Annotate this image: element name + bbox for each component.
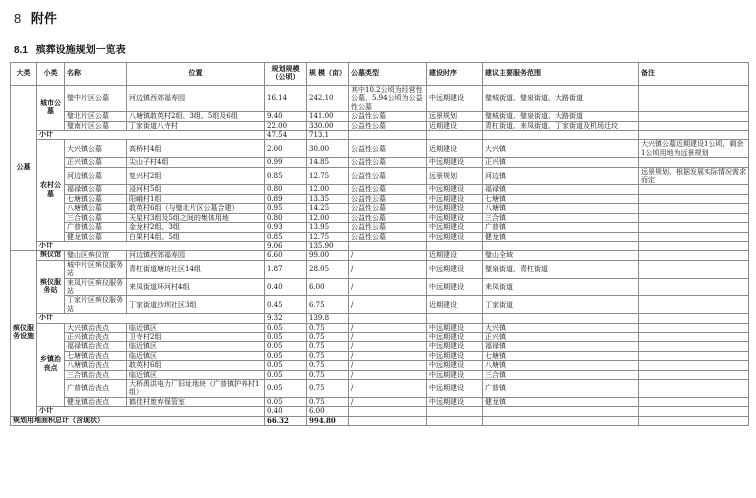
area-mu: 6.75	[307, 296, 349, 314]
build-timing: 近期建设	[427, 121, 483, 130]
subcategory-rural-cemetery: 农村公墓	[37, 140, 65, 241]
subtotal-area-ha: 9.06	[265, 241, 307, 250]
location: 卫寺村2组	[127, 332, 265, 341]
area-ha: 0.05	[265, 332, 307, 341]
table-row	[11, 167, 749, 185]
service-area: 丁家街道	[483, 296, 639, 314]
build-timing: 近期建设	[427, 140, 483, 158]
area-ha: 0.05	[265, 397, 307, 406]
table-row	[11, 158, 749, 167]
header-area-ha: 规划规模（公顷）	[265, 63, 307, 86]
table-row	[11, 140, 749, 158]
cemetery-type: 公益性公墓	[349, 232, 427, 241]
area-ha: 9.40	[265, 112, 307, 121]
area-ha: 0.80	[265, 213, 307, 222]
service-area: 大兴镇	[483, 323, 639, 332]
area-ha: 2.00	[265, 140, 307, 158]
area-ha: 0.99	[265, 158, 307, 167]
area-ha: 0.85	[265, 232, 307, 241]
grand-total-area-ha: 66.32	[265, 416, 307, 425]
table-row	[11, 112, 749, 121]
area-mu: 28.05	[307, 260, 349, 278]
category-cemetery: 公墓	[11, 86, 37, 251]
cemetery-type: /	[349, 251, 427, 260]
table-row	[11, 194, 749, 203]
subcategory-township-point: 乡镇治丧点	[37, 323, 65, 407]
note	[639, 370, 749, 379]
facility-name: 正兴镇治丧点	[65, 332, 127, 341]
facility-name: 璧北片区公墓	[65, 112, 127, 121]
facility-name: 健龙镇治丧点	[65, 397, 127, 406]
location: 来凤街道环河村4组	[127, 278, 265, 296]
build-timing: 中远期建设	[427, 342, 483, 351]
service-area: 三合镇	[483, 370, 639, 379]
facility-name: 河边镇公墓	[65, 167, 127, 185]
build-timing: 中远期建设	[427, 323, 483, 332]
subtotal-label: 小计	[37, 407, 265, 416]
subtotal-label: 小计	[37, 241, 265, 250]
service-area: 正兴镇	[483, 332, 639, 341]
build-timing: 远景规划	[427, 167, 483, 185]
facility-name: 三合镇公墓	[65, 213, 127, 222]
table-row	[11, 397, 749, 406]
cemetery-type: 公益性公墓	[349, 223, 427, 232]
cemetery-type: 公益性公墓	[349, 185, 427, 194]
service-area: 璧山全域	[483, 251, 639, 260]
build-timing: 中远期建设	[427, 194, 483, 203]
facility-name: 广普镇公墓	[65, 223, 127, 232]
service-area: 璧城街道、璧泉街道、大路街道	[483, 112, 639, 121]
header-area-mu: 规 模（亩）	[307, 63, 349, 86]
category-funeral-services: 殡仪服务设施	[11, 251, 37, 416]
table-row	[11, 251, 749, 260]
subcategory-city-cemetery: 城市公墓	[37, 86, 65, 131]
location: 临近镇区	[127, 323, 265, 332]
service-area: 七塘镇	[483, 351, 639, 360]
area-ha: 6.60	[265, 251, 307, 260]
empty-cell	[349, 416, 427, 425]
build-timing: 中远期建设	[427, 185, 483, 194]
location: 敢英村6组	[127, 361, 265, 370]
empty-cell	[427, 131, 483, 140]
facility-name: 城中片区殡仪服务站	[65, 260, 127, 278]
empty-cell	[483, 241, 639, 250]
facility-name: 来凤片区殡仪服务站	[65, 278, 127, 296]
area-mu: 12.00	[307, 185, 349, 194]
build-timing: 中远期建设	[427, 397, 483, 406]
service-area: 璧泉街道、青杠街道	[483, 260, 639, 278]
area-mu: 12.75	[307, 167, 349, 185]
service-area: 大兴镇	[483, 140, 639, 158]
note	[639, 332, 749, 341]
facility-name: 大兴镇公墓	[65, 140, 127, 158]
location: 敢英村6组（与璧北片区公墓合建）	[127, 204, 265, 213]
table-row	[11, 121, 749, 130]
area-ha: 0.05	[265, 361, 307, 370]
empty-cell	[639, 241, 749, 250]
note: 大兴镇公墓近期建设1公顷，剩余1公顷用地为远景规划	[639, 140, 749, 158]
chapter-heading	[14, 8, 57, 27]
service-area: 正兴镇	[483, 158, 639, 167]
location: 金龙村2组、3组	[127, 223, 265, 232]
table-row	[11, 185, 749, 194]
grand-total-label: 规划用地面积总计（含现状）	[11, 416, 265, 425]
area-ha: 0.85	[265, 167, 307, 185]
note	[639, 194, 749, 203]
note	[639, 296, 749, 314]
facility-name: 七塘镇治丧点	[65, 351, 127, 360]
area-ha: 0.05	[265, 370, 307, 379]
service-area: 福禄镇	[483, 342, 639, 351]
empty-cell	[349, 131, 427, 140]
cemetery-type: 其中10.2公顷为经营性公墓，5.94公顷为公益性公墓	[349, 86, 427, 112]
note	[639, 112, 749, 121]
area-mu: 141.00	[307, 112, 349, 121]
cemetery-type: 公益性公墓	[349, 167, 427, 185]
location: 复兴村2组	[127, 167, 265, 185]
empty-cell	[427, 241, 483, 250]
empty-cell	[427, 416, 483, 425]
subcategory-service-station: 殡仪服务站	[37, 260, 65, 313]
empty-cell	[483, 131, 639, 140]
area-ha: 0.89	[265, 194, 307, 203]
note	[639, 351, 749, 360]
location: 阳峨村1组	[127, 194, 265, 203]
chapter-number: 8	[14, 11, 22, 26]
area-mu: 99.00	[307, 251, 349, 260]
table-row	[11, 370, 749, 379]
empty-cell	[639, 407, 749, 416]
facility-name: 大兴镇治丧点	[65, 323, 127, 332]
empty-cell	[483, 416, 639, 425]
cemetery-type: /	[349, 342, 427, 351]
location: 河边镇西郊福寿园	[127, 86, 265, 112]
location: 大桥禹洪电力厂旧址地块（广普镇护养村1组）	[127, 380, 265, 398]
note	[639, 278, 749, 296]
area-ha: 22.00	[265, 121, 307, 130]
section-title: 殡葬设施规划一览表	[35, 45, 126, 56]
note	[639, 323, 749, 332]
cemetery-type: 公益性公墓	[349, 140, 427, 158]
location: 河边镇西郊福寿园	[127, 251, 265, 260]
table-row	[11, 278, 749, 296]
empty-cell	[639, 131, 749, 140]
area-ha: 0.05	[265, 351, 307, 360]
table-row	[11, 204, 749, 213]
area-mu: 6.00	[307, 278, 349, 296]
header-small-category: 小类	[37, 63, 65, 86]
build-timing: 中远期建设	[427, 351, 483, 360]
facility-name: 七塘镇公墓	[65, 194, 127, 203]
build-timing: 中远期建设	[427, 370, 483, 379]
build-timing: 中远期建设	[427, 86, 483, 112]
header-timing: 建设时序	[427, 63, 483, 86]
build-timing: 中远期建设	[427, 204, 483, 213]
location: 尖山子村4组	[127, 158, 265, 167]
build-timing: 中远期建设	[427, 260, 483, 278]
area-ha: 0.95	[265, 204, 307, 213]
facility-name: 丁家片区殡仪服务站	[65, 296, 127, 314]
subtotal-area-mu: 713.1	[307, 131, 349, 140]
build-timing: 中远期建设	[427, 158, 483, 167]
build-timing: 中远期建设	[427, 361, 483, 370]
area-mu: 0.75	[307, 351, 349, 360]
table-row	[11, 351, 749, 360]
cemetery-type: 公益性公墓	[349, 194, 427, 203]
area-ha: 16.14	[265, 86, 307, 112]
table-row	[11, 361, 749, 370]
note	[639, 86, 749, 112]
subtotal-label: 小计	[37, 131, 265, 140]
cemetery-type: 公益性公墓	[349, 121, 427, 130]
build-timing: 中远期建设	[427, 332, 483, 341]
table-row	[11, 380, 749, 398]
area-mu: 330.00	[307, 121, 349, 130]
location: 鹤佳村废弃保管室	[127, 397, 265, 406]
location: 临近镇区	[127, 342, 265, 351]
facility-name: 璧南片区公墓	[65, 121, 127, 130]
area-mu: 0.75	[307, 380, 349, 398]
subtotal-area-mu: 135.90	[307, 241, 349, 250]
facility-name: 璧山区殡仪馆	[65, 251, 127, 260]
note	[639, 121, 749, 130]
empty-cell	[427, 314, 483, 323]
service-area: 健龙镇	[483, 232, 639, 241]
subcategory-funeral-home: 殡仪馆	[37, 251, 65, 260]
location: 高桥村4组	[127, 140, 265, 158]
header-name: 名称	[65, 63, 127, 86]
subtotal-area-mu: 6.00	[307, 407, 349, 416]
area-mu: 12.00	[307, 213, 349, 222]
area-ha: 0.05	[265, 380, 307, 398]
area-ha: 0.05	[265, 323, 307, 332]
header-large-category: 大类	[11, 63, 37, 86]
area-mu: 0.75	[307, 332, 349, 341]
build-timing: 中远期建设	[427, 232, 483, 241]
note	[639, 251, 749, 260]
table-body	[11, 86, 749, 426]
area-mu: 12.75	[307, 232, 349, 241]
service-area: 三合镇	[483, 213, 639, 222]
table-row	[11, 296, 749, 314]
area-mu: 0.75	[307, 323, 349, 332]
cemetery-type: 公益性公墓	[349, 204, 427, 213]
note	[639, 204, 749, 213]
header-location: 位置	[127, 63, 265, 86]
facility-name: 广普镇治丧点	[65, 380, 127, 398]
cemetery-type: /	[349, 323, 427, 332]
area-ha: 0.40	[265, 278, 307, 296]
grand-total-row	[11, 416, 749, 425]
service-area: 来凤街道	[483, 278, 639, 296]
subtotal-row	[11, 241, 749, 250]
empty-cell	[483, 407, 639, 416]
build-timing: 近期建设	[427, 251, 483, 260]
service-area: 广普镇	[483, 223, 639, 232]
empty-cell	[639, 314, 749, 323]
location: 丁家街道八寺村	[127, 121, 265, 130]
empty-cell	[483, 314, 639, 323]
cemetery-type: /	[349, 278, 427, 296]
build-timing: 远景规划	[427, 112, 483, 121]
service-area: 八塘镇	[483, 204, 639, 213]
location: 临近镇区	[127, 370, 265, 379]
service-area: 青杠街道、来凤街道、丁家街道及机场迁坟	[483, 121, 639, 130]
cemetery-type: /	[349, 260, 427, 278]
header-service: 建议主要服务范围	[483, 63, 639, 86]
cemetery-type: /	[349, 370, 427, 379]
cemetery-type: /	[349, 332, 427, 341]
note	[639, 260, 749, 278]
cemetery-type: /	[349, 351, 427, 360]
note	[639, 397, 749, 406]
service-area: 福禄镇	[483, 185, 639, 194]
note	[639, 361, 749, 370]
note	[639, 342, 749, 351]
build-timing: 中远期建设	[427, 380, 483, 398]
area-ha: 0.45	[265, 296, 307, 314]
area-ha: 0.05	[265, 342, 307, 351]
facility-name: 福禄镇治丧点	[65, 342, 127, 351]
facility-name: 福禄镇公墓	[65, 185, 127, 194]
subtotal-row	[11, 407, 749, 416]
cemetery-type: 公益性公墓	[349, 112, 427, 121]
table-row	[11, 260, 749, 278]
service-area: 七塘镇	[483, 194, 639, 203]
service-area: 璧城街道、璧泉街道、大路街道	[483, 86, 639, 112]
table-row	[11, 342, 749, 351]
service-area: 广普镇	[483, 380, 639, 398]
area-mu: 13.95	[307, 223, 349, 232]
area-ha: 0.80	[265, 185, 307, 194]
table-header-row	[11, 63, 749, 86]
cemetery-type: /	[349, 397, 427, 406]
area-mu: 14.85	[307, 158, 349, 167]
service-area: 河边镇	[483, 167, 639, 185]
note	[639, 158, 749, 167]
subtotal-row	[11, 131, 749, 140]
build-timing: 近期建设	[427, 296, 483, 314]
area-mu: 0.75	[307, 361, 349, 370]
cemetery-type: 公益性公墓	[349, 158, 427, 167]
note	[639, 380, 749, 398]
chapter-title: 附件	[30, 11, 57, 26]
header-type: 公墓类型	[349, 63, 427, 86]
section-heading	[14, 41, 126, 56]
subtotal-area-ha: 47.54	[265, 131, 307, 140]
location: 八塘镇敢英村2组、3组、5组及6组	[127, 112, 265, 121]
section-number: 8.1	[14, 45, 28, 56]
note	[639, 232, 749, 241]
area-mu: 0.75	[307, 370, 349, 379]
subtotal-area-ha: 9.32	[265, 314, 307, 323]
cemetery-type: 公益性公墓	[349, 213, 427, 222]
empty-cell	[349, 314, 427, 323]
note	[639, 223, 749, 232]
table-row	[11, 332, 749, 341]
note	[639, 213, 749, 222]
service-area: 八塘镇	[483, 361, 639, 370]
grand-total-area-mu: 994.80	[307, 416, 349, 425]
area-mu: 14.25	[307, 204, 349, 213]
empty-cell	[349, 241, 427, 250]
table-row	[11, 232, 749, 241]
area-mu: 13.35	[307, 194, 349, 203]
table-row	[11, 323, 749, 332]
cemetery-type: /	[349, 361, 427, 370]
table-row	[11, 223, 749, 232]
facility-name: 八塘镇公墓	[65, 204, 127, 213]
location: 白果村4组、5组	[127, 232, 265, 241]
note: 远景规划，根据发展实际情况需求而定	[639, 167, 749, 185]
location: 浸河村5组	[127, 185, 265, 194]
build-timing: 中远期建设	[427, 213, 483, 222]
table-row	[11, 213, 749, 222]
facility-name: 健龙镇公墓	[65, 232, 127, 241]
location: 临近镇区	[127, 351, 265, 360]
service-area: 健龙镇	[483, 397, 639, 406]
area-mu: 0.75	[307, 397, 349, 406]
cemetery-type: /	[349, 296, 427, 314]
facility-name: 八塘镇治丧点	[65, 361, 127, 370]
facility-name: 正兴镇公墓	[65, 158, 127, 167]
subtotal-label: 小计	[37, 314, 265, 323]
location: 青杠街道塘坊社区14组	[127, 260, 265, 278]
area-mu: 30.00	[307, 140, 349, 158]
location: 丁家街道沙坝社区3组	[127, 296, 265, 314]
build-timing: 中远期建设	[427, 223, 483, 232]
empty-cell	[639, 416, 749, 425]
subtotal-area-mu: 139.8	[307, 314, 349, 323]
note	[639, 185, 749, 194]
facility-plan-table	[10, 62, 749, 426]
header-note: 备注	[639, 63, 749, 86]
subtotal-area-ha: 0.40	[265, 407, 307, 416]
area-ha: 0.93	[265, 223, 307, 232]
facility-name: 三合镇治丧点	[65, 370, 127, 379]
cemetery-type: /	[349, 380, 427, 398]
facility-name: 璧中片区公墓	[65, 86, 127, 112]
build-timing: 中远期建设	[427, 278, 483, 296]
area-mu: 0.75	[307, 342, 349, 351]
subtotal-row	[11, 314, 749, 323]
table-row	[11, 86, 749, 112]
location: 天星村3组及5组之间的集体用地	[127, 213, 265, 222]
area-mu: 242.10	[307, 86, 349, 112]
area-ha: 1.87	[265, 260, 307, 278]
empty-cell	[427, 407, 483, 416]
empty-cell	[349, 407, 427, 416]
